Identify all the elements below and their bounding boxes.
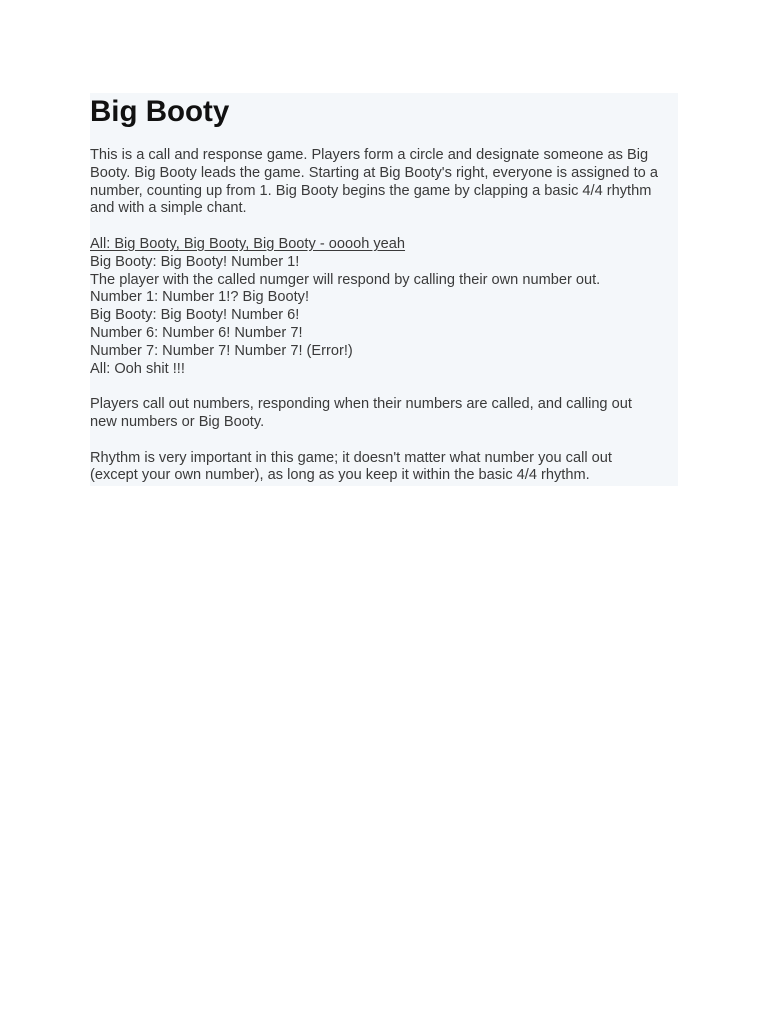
chant-line: Number 7: Number 7! Number 7! (Error!) bbox=[90, 342, 353, 359]
players-line: Players call out numbers, responding when their numbers are called, and calling out bbox=[90, 396, 632, 413]
intro-line: Booty. Big Booty leads the game. Starting at Big Booty's right, everyone is assigned to a bbox=[90, 164, 658, 181]
intro-line: number, counting up from 1. Big Booty begins the game by clapping a basic 4/4 rhythm bbox=[90, 182, 652, 199]
page-title: Big Booty bbox=[90, 95, 230, 128]
chant-heading: All: Big Booty, Big Booty, Big Booty - ooooh yeah bbox=[90, 235, 406, 252]
chant-line: All: Ooh shit !!! bbox=[90, 360, 185, 377]
chant-line: The player with the called numger will respond by calling their own number out. bbox=[90, 271, 601, 288]
chant-line: Number 1: Number 1!? Big Booty! bbox=[90, 289, 310, 306]
intro-line: and with a simple chant. bbox=[90, 200, 247, 217]
players-line: new numbers or Big Booty. bbox=[90, 413, 265, 430]
chant-line: Big Booty: Big Booty! Number 6! bbox=[90, 307, 300, 324]
chant-line: Number 6: Number 6! Number 7! bbox=[90, 324, 303, 341]
rhythm-paragraph bbox=[90, 450, 690, 486]
rhythm-line: (except your own number), as long as you keep it within the basic 4/4 rhythm. bbox=[90, 467, 590, 484]
document-content bbox=[90, 93, 678, 486]
chant-line: Big Booty: Big Booty! Number 1! bbox=[90, 253, 300, 270]
rhythm-line: Rhythm is very important in this game; it doesn't matter what number you call out bbox=[90, 449, 612, 466]
document-body bbox=[90, 147, 690, 503]
players-paragraph bbox=[90, 396, 690, 432]
intro-line: This is a call and response game. Players form a circle and designate someone as Big bbox=[90, 147, 649, 163]
chant-block bbox=[90, 236, 690, 378]
intro-paragraph bbox=[90, 147, 690, 218]
